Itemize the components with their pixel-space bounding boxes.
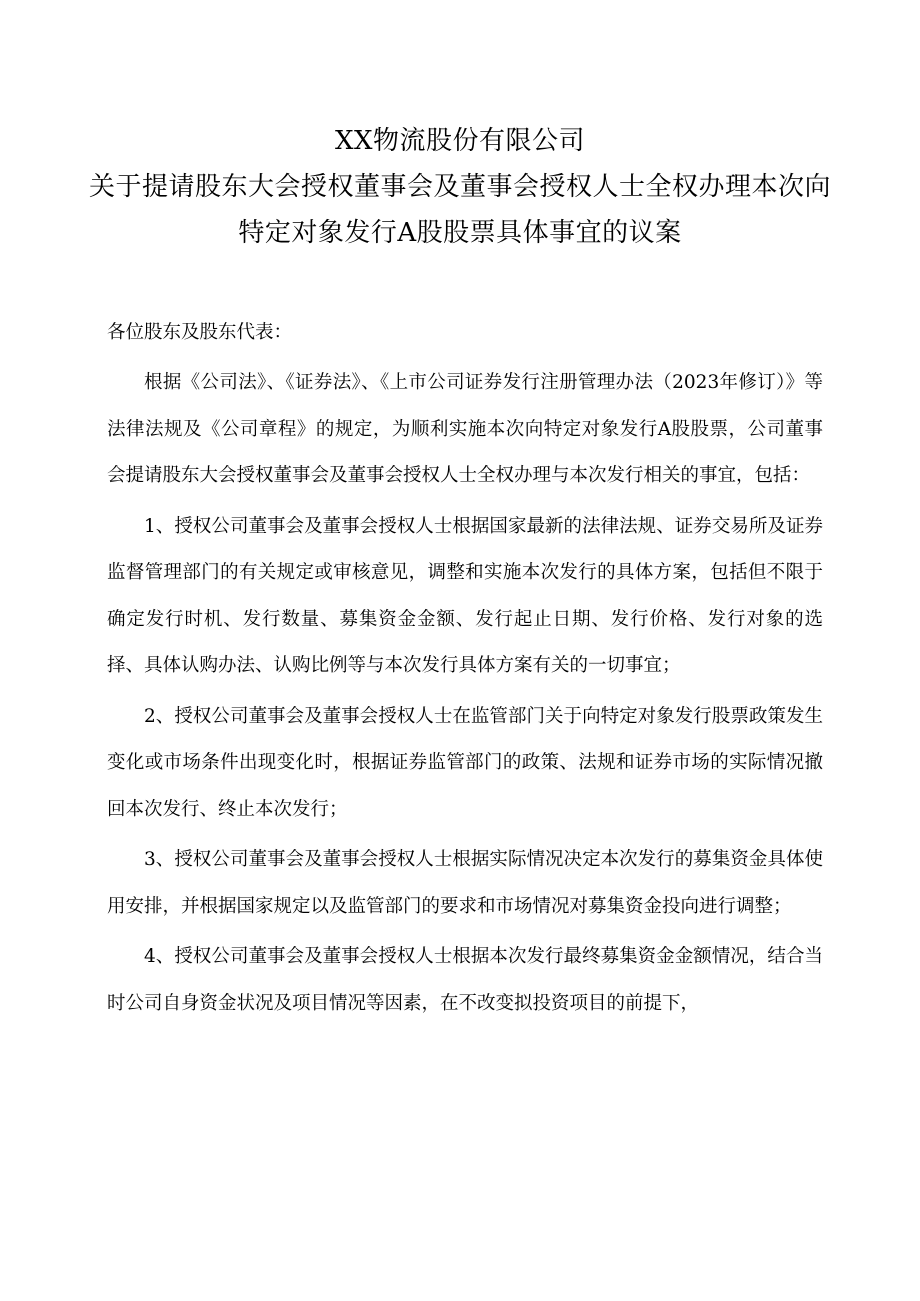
document-body [107,310,823,1031]
item-4-paragraph: 4、授权公司董事会及董事会授权人士根据本次发行最终募集资金金额情况，结合当时公司自身资金状况及项目情况等因素，在不改变拟投资项目的前提下， [107,946,823,1014]
document-title [0,118,920,256]
title-line-2: 关于提请股东大会授权董事会及董事会授权人士全权办理本次向 [88,172,831,202]
title-line-3: 特定对象发行A股股票具体事宜的议案 [238,218,682,248]
intro-paragraph: 根据《公司法》、《证券法》、《上市公司证券发行注册管理办法（2023年修订）》等法律法规及《公司章程》的规定，为顺利实施本次向特定对象发行A股股票，公司董事会提请股东大会授权董事会及董事会授权人士全权办理与本次发行相关的事宜，包括： [107,372,823,486]
item-2-paragraph: 2、授权公司董事会及董事会授权人士在监管部门关于向特定对象发行股票政策发生变化或市场条件出现变化时，根据证券监管部门的政策、法规和证券市场的实际情况撤回本次发行、终止本次发行； [107,705,823,820]
item-3-paragraph: 3、授权公司董事会及董事会授权人士根据实际情况决定本次发行的募集资金具体使用安排，并根据国家规定以及监管部门的要求和市场情况对募集资金投向进行调整； [107,849,823,917]
salutation: 各位股东及股东代表： [107,322,293,343]
item-1-paragraph: 1、授权公司董事会及董事会授权人士根据国家最新的法律法规、证券交易所及证券监督管理部门的有关规定或审核意见，调整和实施本次发行的具体方案，包括但不限于确定发行时机、发行数量、募集资金金额、发行起止日期、发行价格、发行对象的选择、具体认购办法、认购比例等与本次发行具体方案有关的一切事宜； [107,515,823,676]
title-company-name: XX物流股份有限公司 [334,126,586,156]
